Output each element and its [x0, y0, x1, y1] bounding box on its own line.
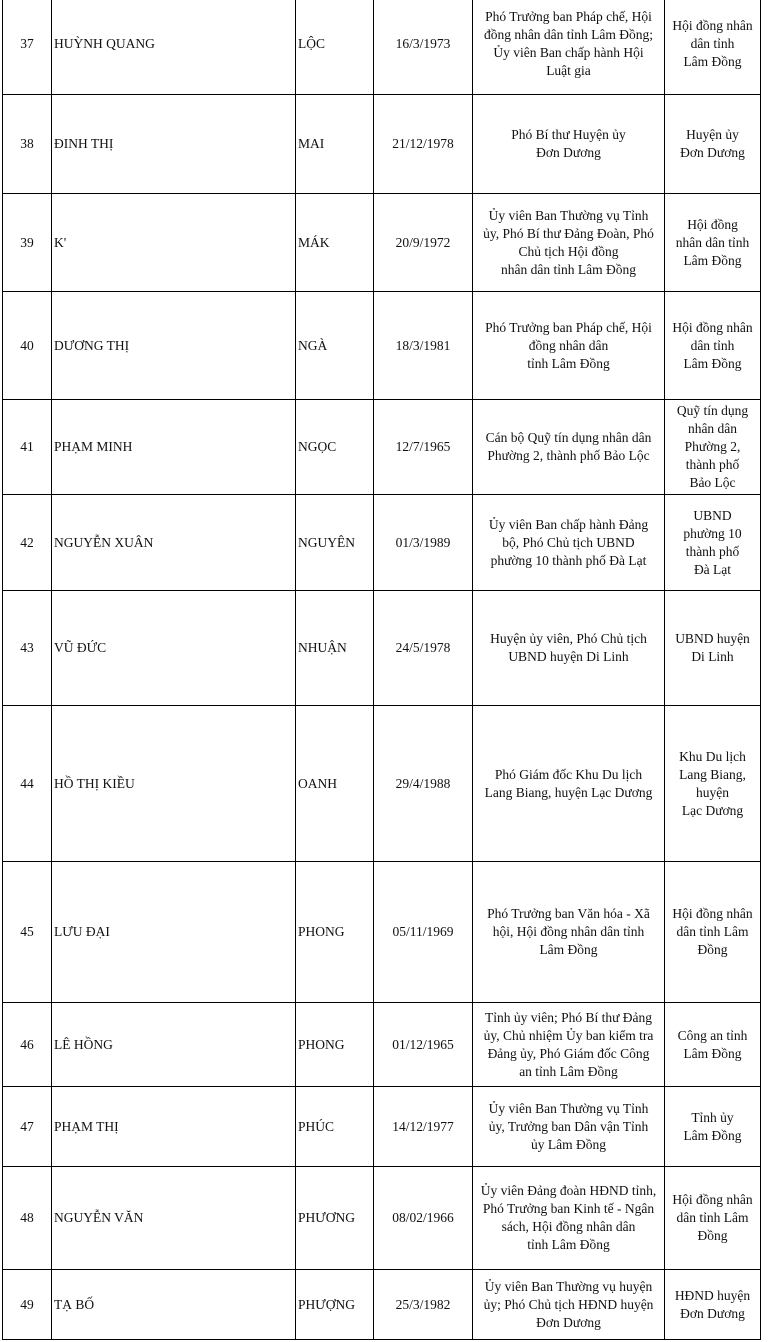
cell-ngay-sinh: 05/11/1969	[374, 862, 473, 1003]
cell-ho-dem: PHẠM MINH	[52, 400, 296, 495]
don-vi-line: Đồng	[697, 1228, 728, 1243]
table-body	[3, 0, 761, 1340]
don-vi-line: HĐND huyện	[674, 1287, 751, 1303]
chuc-vu-line: Chủ tịch Hội đồng	[518, 243, 619, 259]
cell-chuc-vu	[473, 495, 665, 591]
cell-don-vi	[665, 591, 761, 706]
don-vi-line: thành phố	[685, 543, 740, 559]
chuc-vu-line: Ủy viên Ban chấp hành Đảng	[488, 516, 649, 532]
cell-don-vi	[665, 1167, 761, 1270]
table-row	[3, 495, 761, 591]
chuc-vu-line: Ủy viên Đảng đoàn HĐND tỉnh,	[480, 1183, 657, 1198]
don-vi-line: Khu Du lịch	[679, 748, 746, 764]
cell-ho-dem: K'	[52, 194, 296, 292]
cell-ngay-sinh: 24/5/1978	[374, 591, 473, 706]
don-vi-line: Lâm Đồng	[683, 1045, 742, 1061]
table-row	[3, 1270, 761, 1340]
cell-ho-dem: LÊ HỒNG	[52, 1003, 296, 1087]
chuc-vu-line: ủy; Phó Chủ tịch HĐND huyện	[483, 1296, 654, 1312]
chuc-vu-line: Cán bộ Quỹ tín dụng nhân dân	[485, 430, 652, 445]
don-vi-line: thành phố	[685, 457, 740, 472]
cell-ho-dem: TẠ BỐ	[52, 1270, 296, 1340]
chuc-vu-line: hội, Hội đồng nhân dân tỉnh	[492, 924, 645, 939]
cell-ngay-sinh: 20/9/1972	[374, 194, 473, 292]
don-vi-line: Hội đồng	[687, 216, 738, 232]
cell-ten: OANH	[296, 706, 374, 862]
table-row	[3, 706, 761, 862]
chuc-vu-line: đồng nhân dân	[528, 337, 609, 353]
don-vi-line: dân tỉnh Lâm	[676, 1210, 749, 1225]
cell-don-vi	[665, 292, 761, 400]
table-row	[3, 591, 761, 706]
cell-stt: 48	[3, 1167, 52, 1270]
table-row	[3, 0, 761, 95]
cell-don-vi	[665, 95, 761, 194]
don-vi-line: nhân dân tỉnh	[675, 234, 750, 250]
chuc-vu-line: Lang Biang, huyện Lạc Dương	[484, 784, 653, 800]
cell-ten: PHONG	[296, 1003, 374, 1087]
chuc-vu-line: Ủy viên Ban Thường vụ huyện	[484, 1278, 653, 1294]
cell-stt: 43	[3, 591, 52, 706]
don-vi-line: Lâm Đồng	[683, 53, 742, 69]
cell-chuc-vu	[473, 1087, 665, 1167]
cell-stt: 44	[3, 706, 52, 862]
cell-don-vi	[665, 1270, 761, 1340]
don-vi-line: Tỉnh ủy	[691, 1109, 734, 1125]
chuc-vu-line: Tỉnh ủy viên; Phó Bí thư Đảng	[484, 1009, 653, 1025]
cell-ten: MAI	[296, 95, 374, 194]
cell-ho-dem: ĐINH THỊ	[52, 95, 296, 194]
cell-ten: PHONG	[296, 862, 374, 1003]
cell-chuc-vu	[473, 706, 665, 862]
cell-ten: PHƯƠNG	[296, 1167, 374, 1270]
don-vi-line: dân tỉnh	[690, 35, 735, 51]
don-vi-line: Huyện ủy	[686, 127, 739, 142]
chuc-vu-line: Phó Trưởng ban Văn hóa - Xã	[487, 906, 650, 921]
don-vi-line: Công an tỉnh	[677, 1027, 748, 1043]
cell-ten: MÁK	[296, 194, 374, 292]
cell-chuc-vu	[473, 95, 665, 194]
cell-ngay-sinh: 16/3/1973	[374, 0, 473, 95]
cell-ngay-sinh: 12/7/1965	[374, 400, 473, 495]
don-vi-line: Hội đồng nhân	[672, 319, 753, 335]
cell-ngay-sinh: 01/12/1965	[374, 1003, 473, 1087]
chuc-vu-line: Huyện ủy viên, Phó Chủ tịch	[490, 631, 647, 646]
don-vi-line: Đơn Dương	[680, 145, 745, 160]
table-row	[3, 292, 761, 400]
chuc-vu-line: Phường 2, thành phố Bảo Lộc	[487, 448, 650, 463]
cell-ten: PHÚC	[296, 1087, 374, 1167]
chuc-vu-line: Phó Bí thư Huyện ủy	[511, 127, 626, 142]
table-row	[3, 1003, 761, 1087]
chuc-vu-line: UBND huyện Di Linh	[508, 649, 629, 664]
don-vi-line: phường 10	[683, 525, 742, 541]
cell-ten: LỘC	[296, 0, 374, 95]
table-row	[3, 862, 761, 1003]
don-vi-line: huyện	[696, 784, 729, 800]
cell-stt: 38	[3, 95, 52, 194]
cell-ngay-sinh: 01/3/1989	[374, 495, 473, 591]
chuc-vu-line: sách, Hội đồng nhân dân	[501, 1219, 636, 1234]
cell-don-vi	[665, 400, 761, 495]
cell-don-vi	[665, 1003, 761, 1087]
don-vi-line: Bảo Lộc	[689, 475, 736, 490]
chuc-vu-line: ủy, Phó Bí thư Đảng Đoàn, Phó	[483, 225, 654, 241]
cell-ho-dem: NGUYỄN XUÂN	[52, 495, 296, 591]
don-vi-line: Di Linh	[691, 649, 734, 664]
candidate-table	[2, 0, 761, 1340]
cell-don-vi	[665, 495, 761, 591]
don-vi-line: UBND	[693, 507, 732, 523]
cell-ho-dem: DƯƠNG THỊ	[52, 292, 296, 400]
cell-don-vi	[665, 194, 761, 292]
cell-ho-dem: HUỲNH QUANG	[52, 0, 296, 95]
cell-chuc-vu	[473, 862, 665, 1003]
chuc-vu-line: tỉnh Lâm Đồng	[527, 355, 610, 371]
don-vi-line: Lâm Đồng	[683, 252, 742, 268]
cell-ten: NGÀ	[296, 292, 374, 400]
table-row	[3, 400, 761, 495]
cell-stt: 49	[3, 1270, 52, 1340]
don-vi-line: Hội đồng nhân	[672, 17, 753, 33]
table-row	[3, 1087, 761, 1167]
don-vi-line: Lâm Đồng	[683, 355, 742, 371]
chuc-vu-line: Ủy viên Ban chấp hành Hội	[493, 44, 644, 60]
cell-ngay-sinh: 25/3/1982	[374, 1270, 473, 1340]
don-vi-line: dân tỉnh Lâm	[676, 924, 749, 939]
chuc-vu-line: Ủy viên Ban Thường vụ Tỉnh	[488, 1100, 649, 1116]
table-row	[3, 194, 761, 292]
cell-chuc-vu	[473, 400, 665, 495]
cell-ngay-sinh: 29/4/1988	[374, 706, 473, 862]
cell-don-vi	[665, 862, 761, 1003]
cell-don-vi	[665, 1087, 761, 1167]
chuc-vu-line: tỉnh Lâm Đồng	[527, 1237, 610, 1252]
cell-stt: 41	[3, 400, 52, 495]
chuc-vu-line: Ủy viên Ban Thường vụ Tỉnh	[488, 207, 649, 223]
cell-don-vi	[665, 706, 761, 862]
chuc-vu-line: Luật gia	[546, 62, 591, 78]
cell-ngay-sinh: 21/12/1978	[374, 95, 473, 194]
cell-ten: NGUYÊN	[296, 495, 374, 591]
chuc-vu-line: Phó Trưởng ban Pháp chế, Hội	[485, 8, 652, 24]
cell-ho-dem: LƯU ĐẠI	[52, 862, 296, 1003]
cell-chuc-vu	[473, 0, 665, 95]
don-vi-line: Lạc Dương	[681, 802, 744, 818]
don-vi-line: Lâm Đồng	[683, 1127, 742, 1143]
table-row	[3, 95, 761, 194]
chuc-vu-line: Đảng ủy, Phó Giám đốc Công	[487, 1045, 650, 1061]
cell-chuc-vu	[473, 591, 665, 706]
chuc-vu-line: đồng nhân dân tỉnh Lâm Đồng;	[483, 26, 654, 42]
chuc-vu-line: an tỉnh Lâm Đồng	[519, 1063, 618, 1079]
cell-ten: PHƯỢNG	[296, 1270, 374, 1340]
cell-chuc-vu	[473, 1270, 665, 1340]
cell-chuc-vu	[473, 1003, 665, 1087]
chuc-vu-line: Đơn Dương	[536, 145, 601, 160]
cell-chuc-vu	[473, 292, 665, 400]
don-vi-line: nhân dân	[687, 421, 738, 436]
cell-ngay-sinh: 18/3/1981	[374, 292, 473, 400]
cell-stt: 45	[3, 862, 52, 1003]
cell-stt: 39	[3, 194, 52, 292]
don-vi-line: Hội đồng nhân	[672, 1192, 753, 1207]
chuc-vu-line: nhân dân tỉnh Lâm Đồng	[501, 261, 636, 277]
chuc-vu-line: Phó Trưởng ban Kinh tế - Ngân	[482, 1201, 655, 1216]
don-vi-line: Phường 2,	[684, 439, 741, 454]
chuc-vu-line: Phó Giám đốc Khu Du lịch	[494, 766, 643, 782]
cell-don-vi	[665, 0, 761, 95]
chuc-vu-line: Lâm Đồng	[539, 942, 598, 957]
don-vi-line: Đồng	[697, 942, 728, 957]
table-row	[3, 1167, 761, 1270]
cell-ho-dem: NGUYỄN VĂN	[52, 1167, 296, 1270]
chuc-vu-line: ủy, Trưởng ban Dân vận Tỉnh	[488, 1118, 649, 1134]
don-vi-line: Quỹ tín dụng	[676, 403, 749, 418]
cell-ho-dem: VŨ ĐỨC	[52, 591, 296, 706]
chuc-vu-line: bộ, Phó Chủ tịch UBND	[502, 534, 635, 550]
cell-ho-dem: PHẠM THỊ	[52, 1087, 296, 1167]
chuc-vu-line: Phó Trưởng ban Pháp chế, Hội	[485, 319, 652, 335]
cell-stt: 42	[3, 495, 52, 591]
chuc-vu-line: ủy, Chủ nhiệm Ủy ban kiểm tra	[483, 1027, 654, 1043]
cell-ho-dem: HỒ THỊ KIỀU	[52, 706, 296, 862]
don-vi-line: Hội đồng nhân	[672, 906, 753, 921]
cell-chuc-vu	[473, 194, 665, 292]
chuc-vu-line: Đơn Dương	[536, 1314, 601, 1330]
don-vi-line: dân tỉnh	[690, 337, 735, 353]
don-vi-line: Lang Biang,	[679, 766, 746, 782]
cell-stt: 47	[3, 1087, 52, 1167]
don-vi-line: UBND huyện	[675, 631, 750, 646]
cell-stt: 40	[3, 292, 52, 400]
cell-chuc-vu	[473, 1167, 665, 1270]
chuc-vu-line: ủy Lâm Đồng	[531, 1136, 606, 1152]
cell-stt: 37	[3, 0, 52, 95]
cell-ngay-sinh: 08/02/1966	[374, 1167, 473, 1270]
don-vi-line: Đơn Dương	[680, 1305, 745, 1321]
cell-stt: 46	[3, 1003, 52, 1087]
chuc-vu-line: phường 10 thành phố Đà Lạt	[490, 552, 647, 568]
cell-ten: NGỌC	[296, 400, 374, 495]
cell-ngay-sinh: 14/12/1977	[374, 1087, 473, 1167]
cell-ten: NHUẬN	[296, 591, 374, 706]
don-vi-line: Đà Lạt	[693, 561, 732, 577]
